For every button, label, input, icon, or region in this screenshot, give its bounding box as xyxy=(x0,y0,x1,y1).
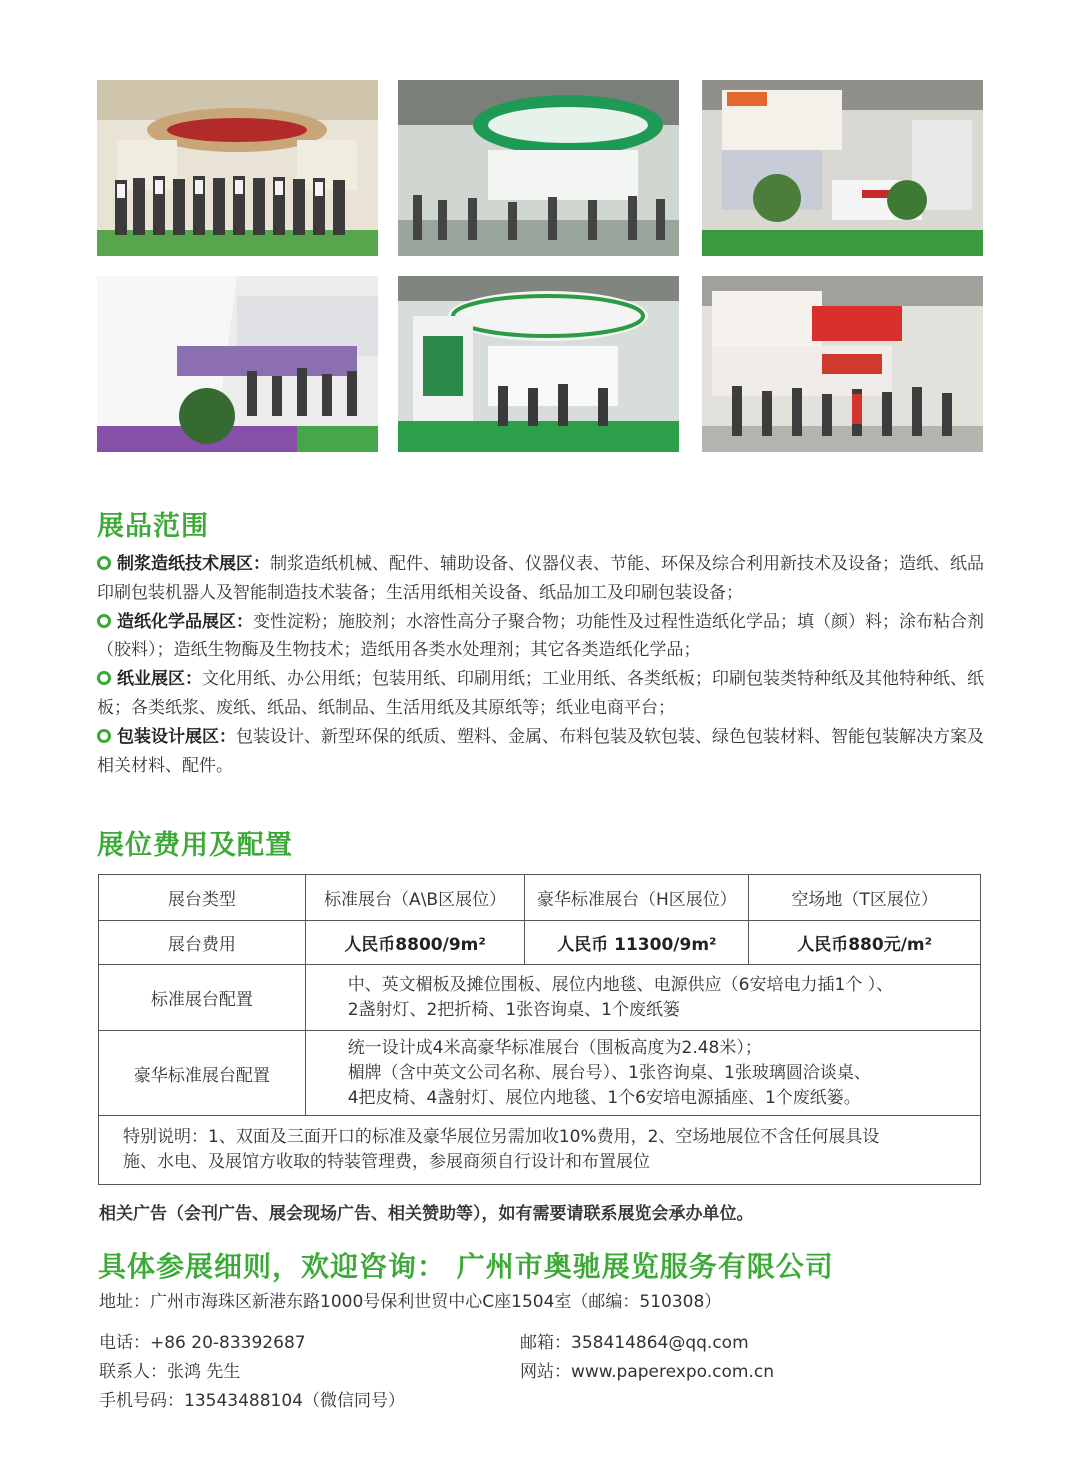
consult-heading: 具体参展细则，欢迎咨询： 广州市奥驰展览服务有限公司 xyxy=(98,1250,834,1283)
scope-item-packaging xyxy=(97,723,987,781)
table-row xyxy=(99,965,981,1031)
fee-table xyxy=(98,874,981,1185)
scope-title: 展品范围 xyxy=(97,511,209,542)
table-cell: 豪华标准展台配置 xyxy=(99,1031,306,1116)
table-cell xyxy=(305,1031,980,1116)
note-line: 特别说明：1、双面及三面开口的标准及豪华展位另需加收10%费用，2、空场地展位不含任何展具设 xyxy=(123,1127,880,1147)
ad-note: 相关广告（会刊广告、展会现场广告、相关赞助等），如有需要请联系展览会承办单位。 xyxy=(99,1204,754,1224)
circle-bullet-icon xyxy=(97,729,111,743)
exhibition-photo-3 xyxy=(702,80,983,256)
phone: 电话：+86 20-83392687 xyxy=(99,1333,306,1353)
table-cell: 展台费用 xyxy=(99,921,306,965)
special-note-cell xyxy=(99,1116,981,1185)
scope-item-name: 造纸化学品展区： xyxy=(117,611,253,632)
table-row xyxy=(99,921,981,965)
table-cell: 人民币8800/9m² xyxy=(305,921,525,965)
mobile: 手机号码：13543488104（微信同号） xyxy=(99,1391,405,1411)
table-cell xyxy=(305,965,980,1031)
scope-item-name: 包装设计展区： xyxy=(117,726,236,747)
scope-item-chemicals xyxy=(97,608,987,666)
scope-item-text: 制浆造纸机械、配件、辅助设备、仪器仪表、节能、环保及综合利用新技术及设备；造纸、纸品印刷包装机器人及智能制造技术装备；生活用纸相关设备、纸品加工及印刷包装设备； xyxy=(97,554,984,603)
contact-person: 联系人：张鸿 先生 xyxy=(99,1362,241,1382)
website: 网站：www.paperexpo.com.cn xyxy=(520,1362,774,1382)
scope-item-name: 制浆造纸技术展区： xyxy=(117,554,270,574)
table-row xyxy=(99,1116,981,1185)
fees-title: 展位费用及配置 xyxy=(97,830,293,861)
email: 邮箱：358414864@qq.com xyxy=(520,1333,749,1353)
exhibition-photo-4 xyxy=(97,276,378,452)
config-line: 楣牌（含中英文公司名称、展台号）、1张咨询桌、1张玻璃圆洽谈桌、 xyxy=(347,1062,871,1083)
note-line: 施、水电、及展馆方收取的特装管理费，参展商须自行设计和布置展位 xyxy=(123,1152,650,1172)
config-line: 2盏射灯、2把折椅、1张咨询桌、1个废纸篓 xyxy=(347,999,680,1020)
scope-list xyxy=(97,550,987,780)
table-row xyxy=(99,1031,981,1116)
table-cell: 人民币 11300/9m² xyxy=(525,921,749,965)
exhibition-photo-5 xyxy=(398,276,679,452)
scope-item-text: 变性淀粉；施胶剂；水溶性高分子聚合物；功能性及过程性造纸化学品；填（颜）料；涂布粘合剂（胶料）；造纸生物酶及生物技术；造纸用各类水处理剂；其它各类造纸化学品； xyxy=(97,611,984,661)
table-header-row xyxy=(99,875,981,921)
table-cell: 豪华标准展台（H区展位） xyxy=(525,875,749,921)
table-cell: 标准展台配置 xyxy=(99,965,306,1031)
config-line: 4把皮椅、4盏射灯、展位内地毯、1个6安培电源插座、1个废纸篓。 xyxy=(347,1087,861,1108)
scope-item-text: 文化用纸、办公用纸；包装用纸、印刷用纸；工业用纸、各类纸板；印刷包装类特种纸及其他特种纸、纸板；各类纸浆、废纸、纸品、纸制品、生活用纸及其原纸等；纸业电商平台； xyxy=(97,669,984,718)
config-line: 统一设计成4米高豪华标准展台（围板高度为2.48米）； xyxy=(347,1037,762,1058)
exhibition-photo-6 xyxy=(702,276,983,452)
table-cell: 标准展台（A\B区展位） xyxy=(305,875,525,921)
address: 地址：广州市海珠区新港东路1000号保利世贸中心C座1504室（邮编：510308） xyxy=(99,1292,722,1312)
config-line: 中、英文楣板及摊位围板、展位内地毯、电源供应（6安培电力插1个 ）、 xyxy=(347,974,894,995)
scope-item-name: 纸业展区： xyxy=(117,669,202,690)
scope-item-pulp xyxy=(97,550,987,608)
scope-item-text: 包装设计、新型环保的纸质、塑料、金属、布料包装及软包装、绿色包装材料、智能包装解决方案及相关材料、配件。 xyxy=(97,726,984,776)
exhibition-photo-1 xyxy=(97,80,378,256)
exhibition-photo-2 xyxy=(398,80,679,256)
circle-bullet-icon xyxy=(97,556,111,570)
circle-bullet-icon xyxy=(97,614,111,628)
contact-left xyxy=(99,1329,405,1416)
scope-item-paper xyxy=(97,665,987,723)
table-cell: 展台类型 xyxy=(99,875,306,921)
contact-right xyxy=(520,1329,774,1387)
table-cell: 人民币880元/m² xyxy=(749,921,981,965)
table-cell: 空场地（T区展位） xyxy=(749,875,981,921)
circle-bullet-icon xyxy=(97,671,111,685)
photo-grid xyxy=(97,80,981,452)
